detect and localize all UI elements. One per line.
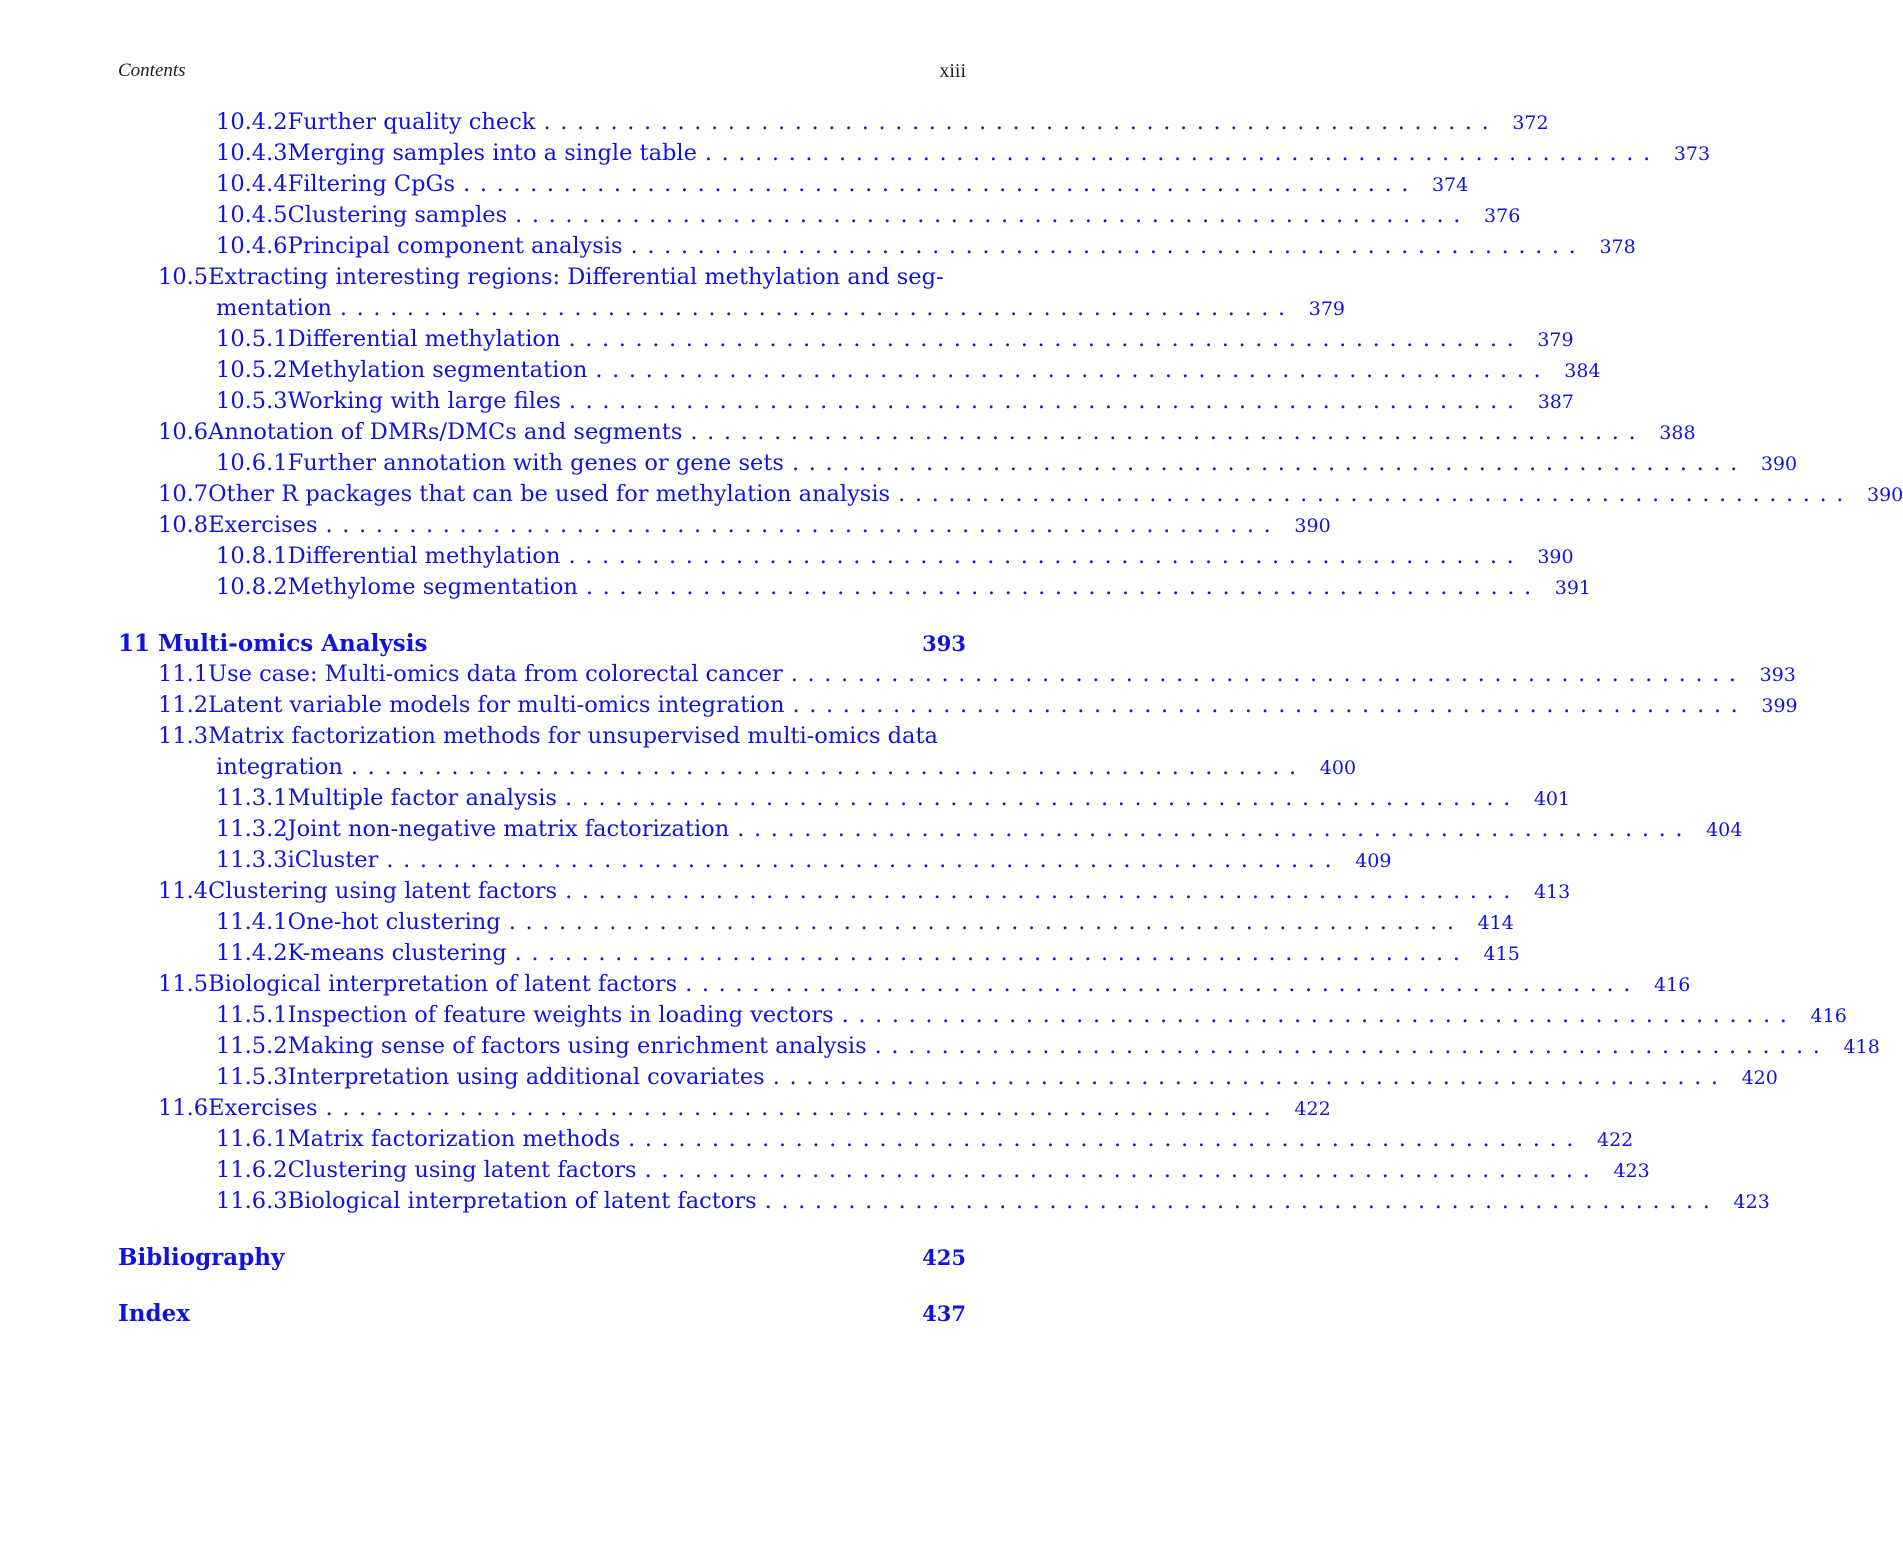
toc-entry-11-3-1[interactable] bbox=[216, 785, 1571, 811]
page-number: xiii bbox=[939, 60, 966, 82]
toc-entry-11-3-2[interactable] bbox=[216, 816, 1743, 842]
page-ref: 388 bbox=[1659, 422, 1696, 444]
section-number: 10.5.1 bbox=[216, 326, 288, 352]
section-number: 11.4 bbox=[158, 878, 209, 904]
section-number: 10.8.2 bbox=[216, 574, 288, 600]
toc-entry-10-4-3[interactable] bbox=[216, 140, 1711, 166]
page-ref: 390 bbox=[1760, 453, 1798, 475]
toc-entry-10-5-line1[interactable] bbox=[158, 264, 944, 290]
section-title: Matrix factorization methods bbox=[287, 1126, 621, 1152]
dot-leader: ......................................................... bbox=[568, 326, 1524, 352]
dot-leader: ......................................................... bbox=[792, 692, 1748, 718]
page-ref: 391 bbox=[1554, 577, 1591, 599]
page-ref: 416 bbox=[1810, 1005, 1847, 1027]
toc-entry-11-3-line1[interactable] bbox=[158, 723, 938, 749]
page-ref: 404 bbox=[1706, 819, 1743, 841]
toc-entry-10-8-2[interactable] bbox=[216, 574, 1591, 600]
dot-leader: ......................................................... bbox=[568, 388, 1524, 414]
toc-entry-11-6-1[interactable] bbox=[216, 1126, 1634, 1152]
section-title: Differential methylation bbox=[287, 326, 561, 352]
dot-leader: ......................................................... bbox=[690, 419, 1646, 445]
section-number: 11.3 bbox=[158, 723, 209, 749]
section-title: iCluster bbox=[287, 847, 379, 873]
dot-leader: ......................................................... bbox=[898, 481, 1853, 507]
section-title: Joint non-negative matrix factorization bbox=[287, 816, 730, 842]
page-ref: 384 bbox=[1564, 360, 1601, 382]
section-number: 10.8 bbox=[158, 512, 209, 538]
page-ref: 399 bbox=[1761, 695, 1798, 717]
section-number: 10.5.2 bbox=[216, 357, 288, 383]
toc-entry-11-5-3[interactable] bbox=[216, 1064, 1778, 1090]
dot-leader: ......................................................... bbox=[568, 543, 1524, 569]
section-number: 11.3.3 bbox=[216, 847, 288, 873]
toc-bibliography[interactable] bbox=[118, 1244, 966, 1271]
section-number: 11.5.1 bbox=[216, 1002, 288, 1028]
section-title: Biological interpretation of latent factors bbox=[208, 971, 678, 997]
toc-entry-10-4-4[interactable] bbox=[216, 171, 1469, 197]
section-number: 11.6.3 bbox=[216, 1188, 288, 1214]
section-number: 11.5.3 bbox=[216, 1064, 288, 1090]
page-ref: 413 bbox=[1533, 881, 1571, 903]
page-ref: 420 bbox=[1741, 1067, 1778, 1089]
section-number: 10.7 bbox=[158, 481, 209, 507]
toc-entry-10-4-2[interactable] bbox=[216, 109, 1549, 135]
section-number: 10.5.3 bbox=[216, 388, 288, 414]
toc-entry-11-4[interactable] bbox=[158, 878, 1571, 904]
section-title: Inspection of feature weights in loading vectors bbox=[287, 1002, 834, 1028]
dot-leader: ......................................................... bbox=[685, 971, 1641, 997]
dot-leader: ......................................................... bbox=[737, 816, 1693, 842]
section-title: Merging samples into a single table bbox=[287, 140, 697, 166]
chapter-title: Bibliography bbox=[118, 1244, 285, 1271]
section-title: Annotation of DMRs/DMCs and segments bbox=[208, 419, 683, 445]
dot-leader: ......................................................... bbox=[386, 847, 1342, 873]
section-title: Working with large files bbox=[287, 388, 561, 414]
section-title-continued: integration bbox=[216, 754, 343, 780]
toc-entry-10-6-1[interactable] bbox=[216, 450, 1798, 476]
section-number: 11.3.1 bbox=[216, 785, 288, 811]
toc-chapter-11[interactable] bbox=[118, 630, 966, 657]
section-title: Filtering CpGs bbox=[287, 171, 456, 197]
section-title: Clustering using latent factors bbox=[208, 878, 558, 904]
page-ref: 393 bbox=[922, 631, 966, 656]
page-ref: 401 bbox=[1533, 788, 1571, 810]
toc-index[interactable] bbox=[118, 1300, 966, 1327]
page-ref: 425 bbox=[922, 1245, 966, 1270]
page-ref: 422 bbox=[1597, 1129, 1634, 1151]
page-ref: 390 bbox=[1537, 546, 1574, 568]
toc-entry-11-5-1[interactable] bbox=[216, 1002, 1847, 1028]
page-ref: 390 bbox=[1866, 484, 1903, 506]
section-title: Interpretation using additional covariates bbox=[287, 1064, 765, 1090]
dot-leader: ......................................................... bbox=[644, 1157, 1600, 1183]
dot-leader: ......................................................... bbox=[543, 109, 1499, 135]
dot-leader: ......................................................... bbox=[704, 140, 1660, 166]
dot-leader: ......................................................... bbox=[841, 1002, 1797, 1028]
toc-entry-10-5-line2[interactable] bbox=[216, 295, 1346, 321]
toc-entry-11-6-2[interactable] bbox=[216, 1157, 1650, 1183]
toc-entry-10-6[interactable] bbox=[158, 419, 1696, 445]
section-title-continued: mentation bbox=[216, 295, 332, 321]
toc-entry-11-5-2[interactable] bbox=[216, 1033, 1880, 1059]
toc-entry-10-8[interactable] bbox=[158, 512, 1331, 538]
page-ref: 393 bbox=[1759, 664, 1796, 686]
page-ref: 418 bbox=[1843, 1036, 1880, 1058]
dot-leader: ......................................................... bbox=[630, 233, 1586, 259]
section-number: 11.2 bbox=[158, 692, 209, 718]
section-number: 10.5 bbox=[158, 264, 209, 290]
toc-entry-11-3-3[interactable] bbox=[216, 847, 1392, 873]
section-title: One-hot clustering bbox=[287, 909, 501, 935]
section-title: Methylome segmentation bbox=[287, 574, 578, 600]
toc-entry-11-6[interactable] bbox=[158, 1095, 1331, 1121]
toc-entry-10-5-3[interactable] bbox=[216, 388, 1574, 414]
section-number: 10.6 bbox=[158, 419, 209, 445]
page-ref: 415 bbox=[1483, 943, 1520, 965]
dot-leader: ......................................................... bbox=[325, 512, 1281, 538]
dot-leader: ......................................................... bbox=[350, 754, 1306, 780]
toc-entry-10-5-2[interactable] bbox=[216, 357, 1601, 383]
toc-entry-10-4-6[interactable] bbox=[216, 233, 1636, 259]
page-ref: 437 bbox=[922, 1301, 966, 1326]
page-ref: 423 bbox=[1613, 1160, 1650, 1182]
section-title: Making sense of factors using enrichment analysis bbox=[287, 1033, 867, 1059]
section-title: Other R packages that can be used for methylation analysis bbox=[208, 481, 891, 507]
section-title: Use case: Multi-omics data from colorectal cancer bbox=[208, 661, 783, 687]
section-title: Further annotation with genes or gene sets bbox=[287, 450, 784, 476]
toc-entry-11-6-3[interactable] bbox=[216, 1188, 1770, 1214]
dot-leader: ......................................................... bbox=[463, 171, 1418, 197]
page-ref: 422 bbox=[1294, 1098, 1331, 1120]
section-title: Further quality check bbox=[287, 109, 536, 135]
dot-leader: ......................................................... bbox=[508, 909, 1464, 935]
page-ref: 373 bbox=[1673, 143, 1711, 165]
section-number: 10.8.1 bbox=[216, 543, 288, 569]
section-number: 11.1 bbox=[158, 661, 209, 687]
section-number: 10.4.4 bbox=[216, 171, 288, 197]
section-title: Clustering using latent factors bbox=[287, 1157, 637, 1183]
dot-leader: ......................................................... bbox=[772, 1064, 1728, 1090]
section-title: Extracting interesting regions: Differential methylation and seg- bbox=[208, 264, 944, 290]
chapter-number: 11 bbox=[118, 630, 151, 657]
section-title: Matrix factorization methods for unsupervised multi-omics data bbox=[208, 723, 938, 749]
dot-leader: ......................................................... bbox=[790, 661, 1746, 687]
dot-leader: ......................................................... bbox=[565, 878, 1520, 904]
dot-leader: ......................................................... bbox=[325, 1095, 1281, 1121]
toc-entry-11-2[interactable] bbox=[158, 692, 1798, 718]
dot-leader: ......................................................... bbox=[339, 295, 1295, 321]
section-title: Exercises bbox=[208, 1095, 318, 1121]
dot-leader: ......................................................... bbox=[628, 1126, 1583, 1152]
section-number: 10.4.2 bbox=[216, 109, 288, 135]
section-title: Latent variable models for multi-omics integration bbox=[208, 692, 785, 718]
chapter-title: Multi-omics Analysis bbox=[158, 630, 428, 657]
section-title: Exercises bbox=[208, 512, 318, 538]
page-ref: 416 bbox=[1654, 974, 1691, 996]
section-title: Clustering samples bbox=[287, 202, 508, 228]
section-number: 10.6.1 bbox=[216, 450, 288, 476]
dot-leader: ......................................................... bbox=[791, 450, 1747, 476]
section-number: 11.6 bbox=[158, 1095, 209, 1121]
toc-entry-11-4-2[interactable] bbox=[216, 940, 1520, 966]
page-ref: 414 bbox=[1477, 912, 1514, 934]
page-ref: 409 bbox=[1355, 850, 1392, 872]
page-ref: 372 bbox=[1512, 112, 1549, 134]
section-number: 11.5.2 bbox=[216, 1033, 288, 1059]
section-number: 11.6.1 bbox=[216, 1126, 288, 1152]
toc-entry-10-8-1[interactable] bbox=[216, 543, 1574, 569]
dot-leader: ......................................................... bbox=[595, 357, 1551, 383]
dot-leader: ......................................................... bbox=[764, 1188, 1720, 1214]
toc-entry-10-7[interactable] bbox=[158, 481, 1903, 507]
section-number: 11.5 bbox=[158, 971, 209, 997]
section-title: Multiple factor analysis bbox=[287, 785, 557, 811]
page-ref: 387 bbox=[1537, 391, 1574, 413]
page-ref: 423 bbox=[1733, 1191, 1770, 1213]
running-title: Contents bbox=[118, 60, 186, 81]
dot-leader: ......................................................... bbox=[515, 202, 1471, 228]
toc-entry-10-4-5[interactable] bbox=[216, 202, 1521, 228]
page-ref: 379 bbox=[1308, 298, 1346, 320]
page-ref: 376 bbox=[1484, 205, 1521, 227]
page-ref: 378 bbox=[1599, 236, 1636, 258]
toc-entry-10-5-1[interactable] bbox=[216, 326, 1574, 352]
page-header bbox=[118, 60, 966, 86]
section-title: Methylation segmentation bbox=[287, 357, 588, 383]
section-number: 11.4.2 bbox=[216, 940, 288, 966]
toc-entry-11-1[interactable] bbox=[158, 661, 1796, 687]
toc-entry-11-3-line2[interactable] bbox=[216, 754, 1357, 780]
dot-leader: ......................................................... bbox=[564, 785, 1520, 811]
section-number: 11.3.2 bbox=[216, 816, 288, 842]
chapter-title: Index bbox=[118, 1300, 190, 1327]
section-title: Differential methylation bbox=[287, 543, 561, 569]
section-number: 10.4.3 bbox=[216, 140, 288, 166]
section-number: 11.4.1 bbox=[216, 909, 288, 935]
section-title: K-means clustering bbox=[287, 940, 507, 966]
section-number: 10.4.5 bbox=[216, 202, 288, 228]
page-ref: 379 bbox=[1537, 329, 1574, 351]
section-title: Biological interpretation of latent factors bbox=[287, 1188, 757, 1214]
page-ref: 400 bbox=[1319, 757, 1357, 779]
section-number: 11.6.2 bbox=[216, 1157, 288, 1183]
toc-entry-11-5[interactable] bbox=[158, 971, 1691, 997]
dot-leader: ......................................................... bbox=[514, 940, 1470, 966]
dot-leader: ......................................................... bbox=[874, 1033, 1830, 1059]
toc-entry-11-4-1[interactable] bbox=[216, 909, 1514, 935]
section-number: 10.4.6 bbox=[216, 233, 288, 259]
dot-leader: ......................................................... bbox=[585, 574, 1541, 600]
page-ref: 374 bbox=[1431, 174, 1469, 196]
page-ref: 390 bbox=[1294, 515, 1331, 537]
section-title: Principal component analysis bbox=[287, 233, 623, 259]
